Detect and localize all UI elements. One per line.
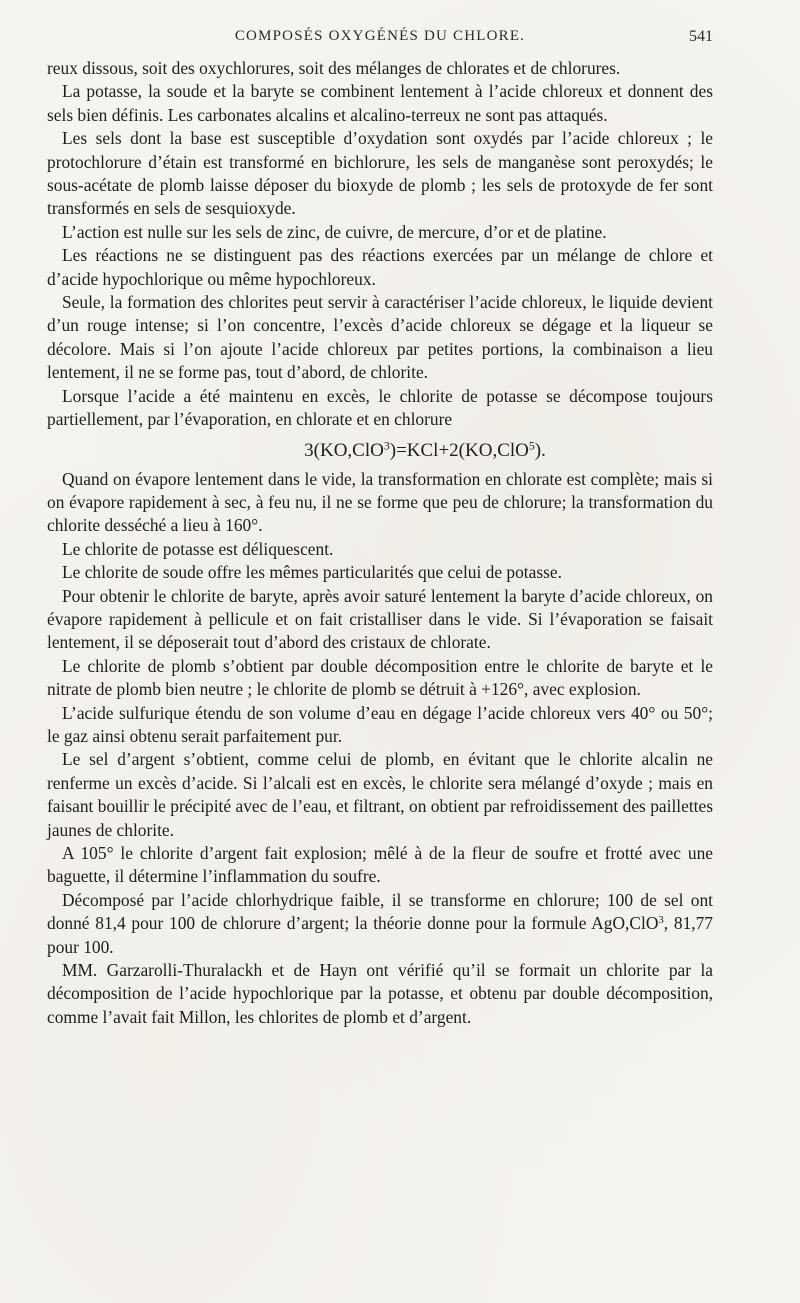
running-head: COMPOSÉS OXYGÉNÉS DU CHLORE. bbox=[234, 28, 526, 44]
paragraph: Lorsque l’acide a été maintenu en excès, le chlorite de potasse se décompose toujours partiellement, par l’évaporation, en chlorate et en chlorure bbox=[47, 385, 713, 430]
formula-middle: )=KCl+2(KO,ClO bbox=[389, 439, 529, 461]
paragraph: Le chlorite de potasse est déliquescent. bbox=[62, 538, 334, 559]
page-number: 541 bbox=[689, 28, 713, 45]
paragraph: Pour obtenir le chlorite de baryte, après avoir saturé lentement la baryte d’acide chloreux, on évapore rapidement à pellicule et on fait cristalliser dans le vide. Si l’évaporation se faisait lentement, il se déposerait tout d’abord des cristaux de chlorate. bbox=[47, 585, 713, 653]
formula-lhs-exponent: 3 bbox=[383, 439, 390, 453]
paragraph: Quand on évapore lentement dans le vide, la transformation en chlorate est complète; mais si on évapore rapidement à sec, à feu nu, il ne se forme que peu de chlorure; la transformation du chlorite desséché a lieu à 160°. bbox=[47, 468, 713, 536]
paragraph: Seule, la formation des chlorites peut servir à caractériser l’acide chloreux, le liquide devient d’un rouge intense; si l’on concentre, l’excès d’acide chloreux se dégage et la liqueur se décolore. Mais si l’on ajoute l’acide chloreux par petites portions, la combinaison a lieu lentement, il ne se forme pas, tout d’abord, de chlorite. bbox=[47, 292, 713, 383]
paragraph: MM. Garzarolli-Thuralackh et de Hayn ont vérifié qu’il se formait un chlorite par la décomposition de l’acide hypochlorique par la potasse, et obtenu par double décomposition, comme l’avait fait Millon, les chlorites de plomb et d’argent. bbox=[47, 960, 713, 1027]
paragraph: L’action est nulle sur les sels de zinc, de cuivre, de mercure, d’or et de platine. bbox=[62, 221, 607, 242]
paragraph: reux dissous, soit des oxychlorures, soit des mélanges de chlorates et de chlorures. bbox=[47, 58, 621, 78]
formula-exponent: 3 bbox=[658, 914, 664, 927]
formula-end: ). bbox=[534, 439, 546, 461]
paragraph: Le sel d’argent s’obtient, comme celui de plomb, en évitant que le chlorite alcalin ne renferme un excès d’acide. Si l’alcali est en excès, le chlorite sera mélangé d’oxyde ; mais en faisant bouillir le précipité avec de l’eau, et filtrant, on obtient par refroidissement des paillettes jaunes de chlorite. bbox=[47, 749, 713, 840]
paragraph: Le chlorite de plomb s’obtient par double décomposition entre le chlorite de baryte et le nitrate de plomb bien neutre ; le chlorite de plomb se détruit à +126°, avec explosion. bbox=[47, 655, 713, 700]
paragraph: A 105° le chlorite d’argent fait explosion; mêlé à de la fleur de soufre et frotté avec une baguette, il détermine l’inflammation du soufre. bbox=[47, 843, 713, 887]
paragraph: Les sels dont la base est susceptible d’oxydation sont oxydés par l’acide chloreux ; le protochlorure d’étain est transformé en bichlorure, les sels de manganèse sont peroxydés; le sous-acétate de plomb laisse déposer du bioxyde de plomb ; les sels de protoxyde de fer sont transformés en sels de sesquioxyde. bbox=[47, 128, 713, 219]
formula-rhs-exponent: 5 bbox=[528, 439, 535, 453]
formula-lhs: 3(KO,ClO bbox=[304, 439, 384, 461]
body-text bbox=[47, 57, 713, 1029]
page-header bbox=[47, 28, 713, 52]
paragraph: La potasse, la soude et la baryte se combinent lentement à l’acide chloreux et donnent des sels bien définis. Les carbonates alcalins et alcalino-terreux ne sont pas attaqués. bbox=[47, 81, 713, 125]
paragraph: L’acide sulfurique étendu de son volume d’eau en dégage l’acide chloreux vers 40° ou 50°; le gaz ainsi obtenu serait parfaitement pur. bbox=[47, 702, 713, 746]
paragraph: Le chlorite de soude offre les mêmes particularités que celui de potasse. bbox=[62, 562, 562, 583]
paragraph-text: Décomposé par l’acide chlorhydrique faible, il se transforme en chlorure; 100 de sel ont donné 81,4 pour 100 de chlorure d’argent; la théorie donne pour la formule AgO,ClO bbox=[47, 889, 713, 934]
paragraph bbox=[47, 889, 713, 959]
paragraph: Les réactions ne se distinguent pas des réactions exercées par un mélange de chlore et d’acide hypochlorique ou même hypochloreux. bbox=[47, 245, 713, 289]
chemical-equation bbox=[47, 438, 713, 464]
paragraph-tail: , 81,77 pour 100. bbox=[47, 913, 714, 957]
